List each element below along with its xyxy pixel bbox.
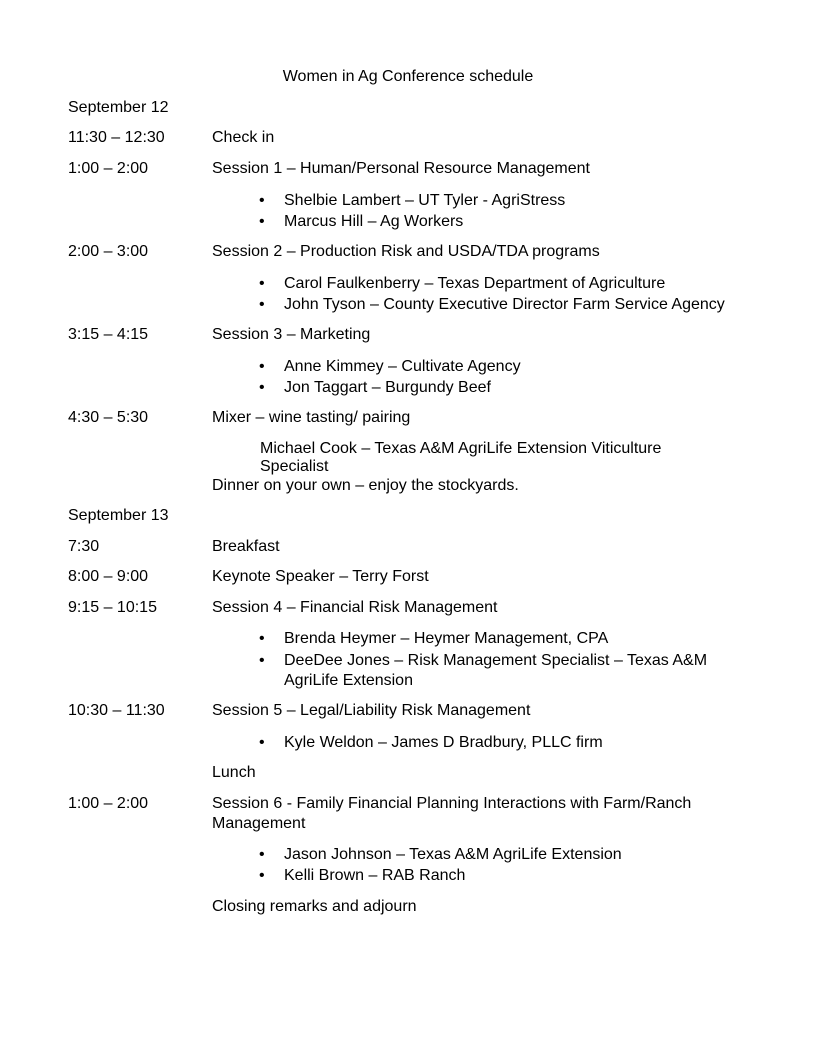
event-title: Closing remarks and adjourn xyxy=(212,898,417,915)
speaker-item: Kelli Brown – RAB Ranch xyxy=(284,867,466,884)
bullet-marker: • xyxy=(259,630,265,647)
event-title: Mixer – wine tasting/ pairing xyxy=(212,409,411,426)
event-title: Session 5 – Legal/Liability Risk Management xyxy=(212,702,531,719)
bullet-marker: • xyxy=(259,296,265,313)
speaker-item: Shelbie Lambert – UT Tyler - AgriStress xyxy=(284,192,566,209)
page-title: Women in Ag Conference schedule xyxy=(282,68,534,85)
time-slot: 3:15 – 4:15 xyxy=(68,326,149,343)
speaker-item: John Tyson – County Executive Director Farm Service Agency xyxy=(284,296,725,313)
event-title: Lunch xyxy=(212,764,256,781)
bullet-marker: • xyxy=(259,358,265,375)
bullet-marker: • xyxy=(259,379,265,396)
event-title: Keynote Speaker – Terry Forst xyxy=(212,568,429,585)
speaker-note: Michael Cook – Texas A&M AgriLife Extension Viticulture Specialist xyxy=(260,440,662,475)
speaker-item: Jason Johnson – Texas A&M AgriLife Extension xyxy=(284,846,622,863)
time-slot: 11:30 – 12:30 xyxy=(68,129,165,146)
bullet-marker: • xyxy=(259,192,265,209)
bullet-marker: • xyxy=(259,275,265,292)
speaker-item: DeeDee Jones – Risk Management Specialist – Texas A&M AgriLife Extension xyxy=(284,652,708,689)
event-title: Check in xyxy=(212,129,275,146)
speaker-item: Kyle Weldon – James D Bradbury, PLLC firm xyxy=(284,734,603,751)
bullet-marker: • xyxy=(259,867,265,884)
bullet-marker: • xyxy=(259,846,265,863)
bullet-marker: • xyxy=(259,652,265,669)
speaker-item: Anne Kimmey – Cultivate Agency xyxy=(284,358,521,375)
bullet-marker: • xyxy=(259,213,265,230)
day-heading: September 13 xyxy=(68,507,169,524)
day-heading: September 12 xyxy=(68,99,169,116)
event-title: Session 2 – Production Risk and USDA/TDA programs xyxy=(212,243,600,260)
event-note: Dinner on your own – enjoy the stockyards. xyxy=(212,477,519,494)
event-title: Session 3 – Marketing xyxy=(212,326,371,343)
time-slot: 9:15 – 10:15 xyxy=(68,599,157,616)
speaker-item: Marcus Hill – Ag Workers xyxy=(284,213,464,230)
speaker-item: Brenda Heymer – Heymer Management, CPA xyxy=(284,630,609,647)
time-slot: 4:30 – 5:30 xyxy=(68,409,149,426)
event-title: Session 1 – Human/Personal Resource Management xyxy=(212,160,590,177)
event-title: Session 4 – Financial Risk Management xyxy=(212,599,498,616)
time-slot: 1:00 – 2:00 xyxy=(68,160,149,177)
time-slot: 10:30 – 11:30 xyxy=(68,702,165,719)
speaker-item: Jon Taggart – Burgundy Beef xyxy=(284,379,491,396)
time-slot: 8:00 – 9:00 xyxy=(68,568,149,585)
event-title: Breakfast xyxy=(212,538,280,555)
time-slot: 7:30 xyxy=(68,538,100,555)
bullet-marker: • xyxy=(259,734,265,751)
event-title: Session 6 - Family Financial Planning Interactions with Farm/Ranch Management xyxy=(212,795,692,832)
time-slot: 2:00 – 3:00 xyxy=(68,243,149,260)
speaker-item: Carol Faulkenberry – Texas Department of Agriculture xyxy=(284,275,666,292)
time-slot: 1:00 – 2:00 xyxy=(68,795,149,812)
